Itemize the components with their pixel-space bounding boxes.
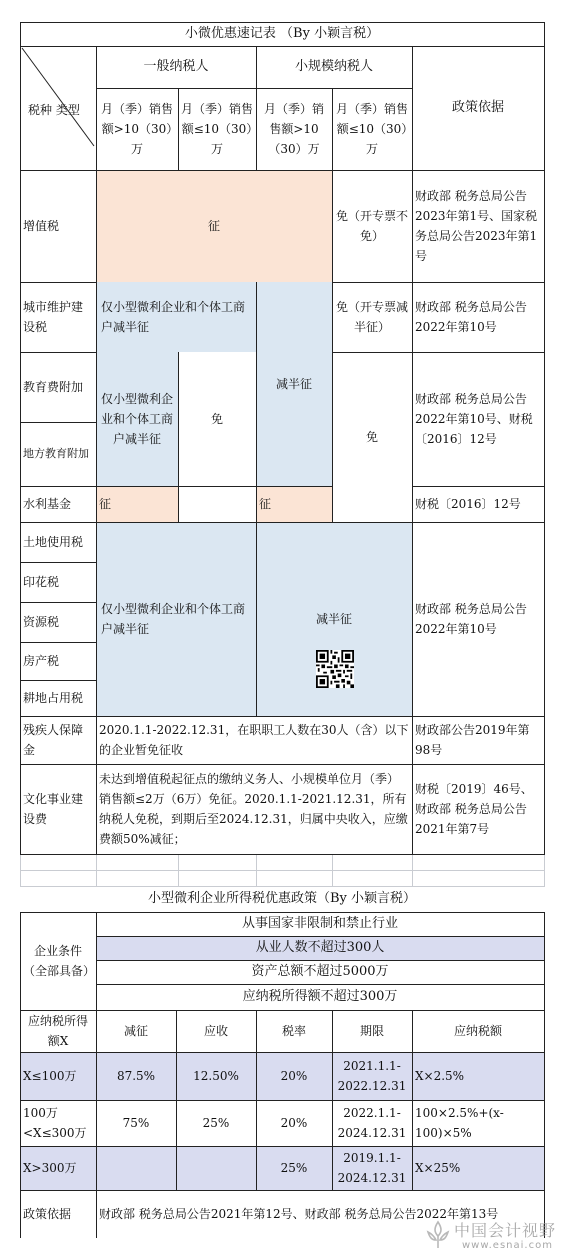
t1-line: [20, 422, 96, 423]
t2-line: [176, 1010, 177, 1190]
row-name-farmland-tax: 耕地占用税: [23, 691, 84, 705]
row1-collect: 12.50%: [176, 1052, 256, 1100]
t1-line: [256, 282, 257, 716]
t2-border-top: [20, 886, 545, 887]
t2-line: [256, 1010, 257, 1190]
row-name-local-education: 地方教育附加: [23, 447, 89, 460]
group-general: 仅小型微利企业和个体工商户减半征: [96, 522, 256, 716]
subheader-general-low: 月（季）销售额≤10（30）万: [181, 102, 254, 156]
t2-line: [20, 912, 545, 913]
header-policy: 政策依据: [451, 100, 504, 115]
culture-fee-policy: 财税〔2019〕46号、财政部 税务总局公告2021年第7号: [415, 782, 533, 836]
corner-header: 税种 类型: [28, 103, 80, 117]
t1-line: [20, 764, 545, 765]
t1-line: [256, 46, 257, 170]
t1-line: [332, 352, 545, 353]
qr-code-icon: [316, 650, 354, 688]
table1-title: 小微优惠速记表 （By 小颖言税）: [184, 26, 380, 41]
t1-border-bottom: [20, 854, 545, 855]
conditions-label: 企业条件（全部具备）: [23, 944, 96, 978]
header-general-taxpayer: 一般纳税人: [143, 59, 209, 74]
t1-border-right: [544, 22, 545, 855]
t2-border-left: [20, 912, 21, 1238]
row2-amount: 100×2.5%+(x-100)×5%: [415, 1106, 504, 1140]
gap-grid-line: [544, 855, 545, 886]
row3-range: X>300万: [20, 1146, 96, 1190]
watermark: [424, 1216, 562, 1254]
t2-border-right: [544, 912, 545, 1238]
education-small-low: 免: [365, 430, 378, 444]
gap-grid-line: [20, 870, 545, 871]
t1-line: [20, 170, 545, 171]
t1-line: [20, 522, 545, 523]
education-general-low: 免: [210, 412, 223, 426]
gap-grid-line: [332, 855, 333, 886]
watermark-logo-icon: [424, 1218, 452, 1250]
group-policy: 财政部 税务总局公告2022年第10号: [415, 602, 527, 636]
condition-industry: 从事国家非限制和禁止行业: [241, 916, 398, 931]
t1-line: [96, 88, 412, 89]
row-name-resource-tax: 资源税: [23, 615, 60, 629]
t1-line: [20, 562, 96, 563]
watermark-url: www.esnai.com: [462, 1240, 553, 1251]
gap-grid-line: [256, 855, 257, 886]
row-name-property-tax: 房产税: [23, 654, 60, 668]
row-name-disabled-fund: 残疾人保障金: [23, 723, 84, 757]
gap-grid-line: [178, 855, 179, 886]
city-tax-policy: 财政部 税务总局公告2022年第10号: [415, 300, 527, 334]
row3-collect: [176, 1146, 256, 1190]
row1-period: 2021.1.1-2022.12.31: [332, 1052, 412, 1100]
table2-title: 小型微利企业所得税优惠政策（By 小颖言税）: [147, 891, 417, 906]
education-policy: 财政部 税务总局公告2022年第10号、财税〔2016〕12号: [415, 392, 533, 446]
row2-rate: 20%: [280, 1116, 308, 1130]
t2-line: [332, 1010, 333, 1190]
water-fund-small-high: 征: [256, 486, 332, 522]
watermark-text: 中国会计视野: [454, 1221, 557, 1240]
t1-line: [332, 170, 333, 522]
small-high-half-levy: 减半征: [256, 282, 332, 486]
culture-fee-desc: 未达到增值税起征点的缴纳义务人、小规模单位月（季）销售额≤2万（6万）免征。2020.1.1-2021.12.31，所有纳税人免税，到期后至2024.12.31，归属中央收入，应缴费额50%减征；: [99, 772, 408, 846]
row1-range: X≤100万: [20, 1052, 96, 1100]
t1-line: [256, 486, 332, 487]
gap-grid-line: [20, 855, 21, 886]
t1-line: [96, 46, 97, 854]
t2-line: [96, 984, 545, 985]
row-name-stamp-tax: 印花税: [23, 575, 60, 589]
row3-reduction: [96, 1146, 176, 1190]
t2-line: [96, 936, 545, 937]
t2-line: [20, 1100, 545, 1101]
subheader-small-high: 月（季）销售额>10（30）万: [263, 102, 324, 156]
t1-line: [178, 88, 179, 170]
t1-line: [332, 282, 545, 283]
condition-employees: 从业人数不超过300人: [96, 936, 544, 960]
col-header-reduction: 减征: [123, 1024, 148, 1038]
t1-border-title: [20, 46, 545, 47]
t1-border-top: [20, 22, 545, 23]
t1-line: [20, 282, 96, 283]
condition-assets: 资产总额不超过5000万: [251, 964, 389, 979]
t1-line: [412, 486, 545, 487]
t1-line: [20, 642, 96, 643]
row1-amount: X×2.5%: [412, 1052, 544, 1100]
t1-line: [20, 680, 96, 681]
t1-line: [332, 88, 333, 170]
t2-line: [20, 1010, 545, 1011]
t1-line: [412, 46, 413, 854]
water-fund-general-high: 征: [96, 486, 178, 522]
row-name-education: 教育费附加: [23, 380, 84, 394]
row1-rate: 20%: [256, 1052, 332, 1100]
t2-line: [96, 912, 97, 1238]
t2-line: [20, 1052, 545, 1053]
t1-line: [178, 352, 179, 522]
row2-collect: 25%: [202, 1116, 230, 1130]
t1-line: [20, 602, 96, 603]
row2-period: 2022.1.1-2024.12.31: [337, 1106, 407, 1140]
table2-policy-label: 政策依据: [23, 1207, 72, 1221]
vat-levy: 征: [96, 170, 332, 282]
t2-line: [96, 960, 545, 961]
t1-line: [20, 716, 545, 717]
row2-reduction: 75%: [122, 1116, 150, 1130]
city-tax-small-low: 免（开专票减半征）: [335, 300, 408, 334]
row3-period: 2019.1.1-2024.12.31: [332, 1146, 412, 1190]
row-name-land-use-tax: 土地使用税: [23, 535, 84, 549]
disabled-fund-policy: 财政部公告2019年第98号: [415, 723, 530, 757]
education-general-high: 仅小型微利企业和个体工商户减半征: [96, 352, 178, 486]
row3-amount: X×25%: [412, 1146, 544, 1190]
header-small-taxpayer: 小规模纳税人: [294, 59, 373, 74]
col-header-collect: 应收: [203, 1024, 228, 1038]
col-header-tax-amount: 应纳税额: [453, 1024, 502, 1038]
table2-policy: 财政部 税务总局公告2021年第12号、财政部 税务总局公告2022年第13号: [99, 1207, 499, 1221]
corner-diagonal: [20, 46, 96, 170]
gap-grid-line: [96, 855, 97, 886]
vat-small-low: 免（开专票不免）: [335, 209, 408, 243]
t1-border-left: [20, 22, 21, 855]
disabled-fund-desc: 2020.1.1-2022.12.31，在职职工人数在30人（含）以下的企业暂免征收: [99, 723, 409, 757]
row3-rate: 25%: [256, 1146, 332, 1190]
subheader-general-high: 月（季）销售额>10（30）万: [100, 102, 173, 156]
city-tax-general: 仅小型微利企业和个体工商户减半征: [96, 282, 256, 352]
t2-line: [412, 1010, 413, 1190]
t1-line: [20, 486, 256, 487]
t2-line: [20, 1190, 545, 1191]
water-fund-policy: 财税〔2016〕12号: [415, 497, 521, 511]
row-name-city-tax: 城市维护建设税: [23, 300, 84, 334]
vat-policy: 财政部 税务总局公告2023年第1号、国家税务总局公告2023年第1号: [415, 189, 538, 263]
row1-reduction: 87.5%: [96, 1052, 176, 1100]
row-name-water-fund: 水利基金: [23, 497, 72, 511]
group-small: 减半征: [256, 522, 412, 716]
gap-grid-line: [412, 855, 413, 886]
t1-line: [20, 352, 96, 353]
row-name-vat: 增值税: [23, 219, 60, 233]
col-header-rate: 税率: [281, 1024, 306, 1038]
subheader-small-low: 月（季）销售额≤10（30）万: [335, 102, 408, 156]
col-header-taxable-income: 应纳税所得额X: [27, 1014, 88, 1048]
col-header-period: 期限: [359, 1024, 384, 1038]
t2-line: [20, 1146, 545, 1147]
condition-taxable-income: 应纳税所得额不超过300万: [242, 989, 398, 1004]
row2-range: 100万<X≤300万: [23, 1106, 87, 1140]
row-name-culture-fee: 文化事业建设费: [23, 792, 84, 826]
